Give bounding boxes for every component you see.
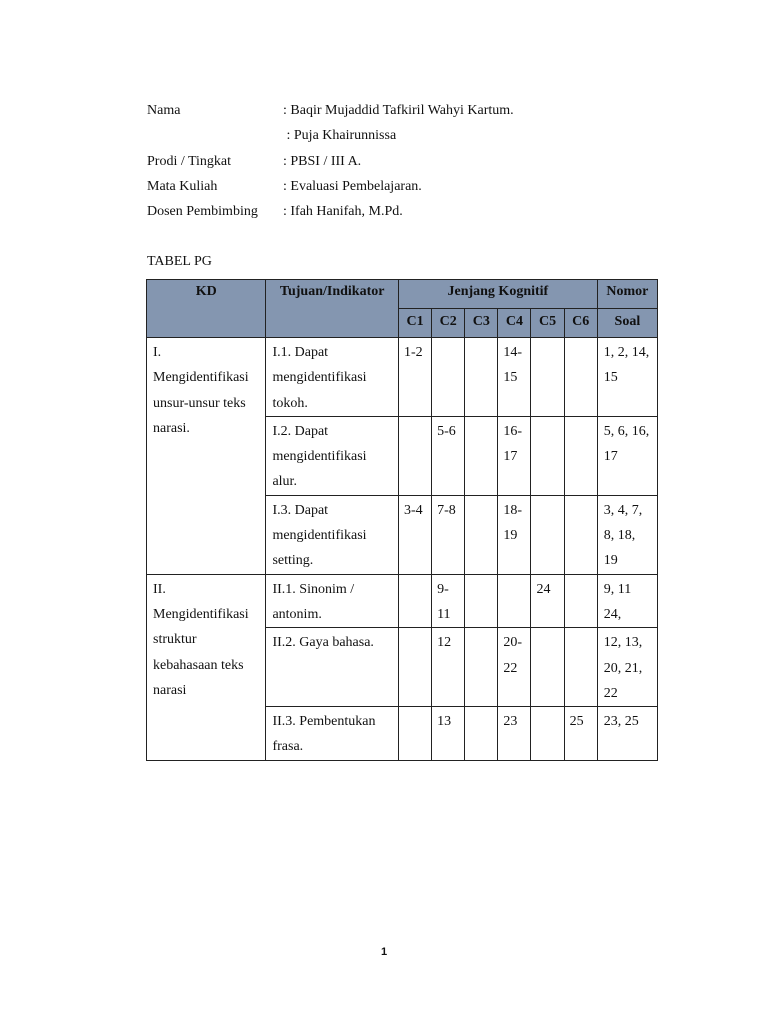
c3-cell xyxy=(465,707,498,761)
info-row-nama-2 xyxy=(147,126,667,151)
tujuan-cell: II.1. Sinonim / antonim. xyxy=(266,574,399,628)
c3-cell xyxy=(465,495,498,574)
info-value: : Puja Khairunnissa xyxy=(283,128,397,144)
header-c5: C5 xyxy=(531,309,564,338)
nomor-cell: 23, 25 xyxy=(597,707,657,761)
c1-cell xyxy=(398,416,431,495)
c1-cell xyxy=(398,628,431,707)
header-c4: C4 xyxy=(498,309,531,338)
nomor-cell: 1, 2, 14, 15 xyxy=(597,338,657,417)
c5-cell xyxy=(531,416,564,495)
c6-cell xyxy=(564,495,597,574)
header-c1: C1 xyxy=(398,309,431,338)
c5-cell xyxy=(531,707,564,761)
nomor-cell: 9, 11 24, xyxy=(597,574,657,628)
info-row-prodi xyxy=(147,152,667,177)
c4-cell: 23 xyxy=(498,707,531,761)
c1-cell xyxy=(398,707,431,761)
tujuan-cell: II.2. Gaya bahasa. xyxy=(266,628,399,707)
c6-cell xyxy=(564,628,597,707)
header-c2: C2 xyxy=(432,309,465,338)
info-value: : Baqir Mujaddid Tafkiril Wahyi Kartum. xyxy=(283,103,514,118)
nomor-cell: 12, 13, 20, 21, 22 xyxy=(597,628,657,707)
c6-cell xyxy=(564,338,597,417)
header-soal: Soal xyxy=(597,309,657,338)
info-label: Nama xyxy=(147,103,181,118)
c4-cell: 18-19 xyxy=(498,495,531,574)
info-value: : PBSI / III A. xyxy=(283,153,362,169)
info-label: Prodi / Tingkat xyxy=(147,153,232,169)
info-label: Dosen Pembimbing xyxy=(147,204,258,220)
nomor-cell: 3, 4, 7, 8, 18, 19 xyxy=(597,495,657,574)
c1-cell xyxy=(398,574,431,628)
info-value: : Ifah Hanifah, M.Pd. xyxy=(283,204,403,220)
c4-cell: 14-15 xyxy=(498,338,531,417)
kd-cell: I. Mengidentifikasi unsur-unsur teks narasi. xyxy=(147,338,266,575)
header-tujuan: Tujuan/Indikator xyxy=(266,280,399,338)
page-number: 1 xyxy=(380,946,388,958)
nomor-cell: 5, 6, 16, 17 xyxy=(597,416,657,495)
tujuan-cell: I.3. Dapat mengidentifikasi setting. xyxy=(266,495,399,574)
pg-table xyxy=(146,279,658,761)
table-row xyxy=(147,338,658,417)
c5-cell xyxy=(531,495,564,574)
c3-cell xyxy=(465,574,498,628)
c3-cell xyxy=(465,338,498,417)
c1-cell: 3-4 xyxy=(398,495,431,574)
tujuan-cell: I.2. Dapat mengidentifikasi alur. xyxy=(266,416,399,495)
header-nomor: Nomor xyxy=(597,280,657,309)
c4-cell: 20-22 xyxy=(498,628,531,707)
c4-cell xyxy=(498,574,531,628)
c2-cell: 12 xyxy=(432,628,465,707)
c2-cell xyxy=(432,338,465,417)
header-c6: C6 xyxy=(564,309,597,338)
c3-cell xyxy=(465,416,498,495)
c2-cell: 5-6 xyxy=(432,416,465,495)
c4-cell: 16-17 xyxy=(498,416,531,495)
header-kd: KD xyxy=(147,280,266,338)
info-row-nama xyxy=(147,101,667,126)
c5-cell xyxy=(531,338,564,417)
table-title: TABEL PG xyxy=(147,254,212,269)
c5-cell xyxy=(531,628,564,707)
tujuan-cell: II.3. Pembentukan frasa. xyxy=(266,707,399,761)
tujuan-cell: I.1. Dapat mengidentifikasi tokoh. xyxy=(266,338,399,417)
c2-cell: 7-8 xyxy=(432,495,465,574)
c6-cell xyxy=(564,574,597,628)
c1-cell: 1-2 xyxy=(398,338,431,417)
info-row-mata-kuliah xyxy=(147,177,667,202)
kd-cell: II. Mengidentifikasi struktur kebahasaan teks narasi xyxy=(147,574,266,760)
info-label: Mata Kuliah xyxy=(147,178,218,194)
c3-cell xyxy=(465,628,498,707)
c6-cell xyxy=(564,416,597,495)
c6-cell: 25 xyxy=(564,707,597,761)
c2-cell: 9-11 xyxy=(432,574,465,628)
header-jenjang: Jenjang Kognitif xyxy=(398,280,597,309)
student-info xyxy=(147,101,667,227)
header-c3: C3 xyxy=(465,309,498,338)
info-label xyxy=(147,126,283,151)
c5-cell: 24 xyxy=(531,574,564,628)
info-value: : Evaluasi Pembelajaran. xyxy=(283,178,422,194)
c2-cell: 13 xyxy=(432,707,465,761)
info-row-dosen xyxy=(147,202,667,227)
table-row xyxy=(147,574,658,628)
